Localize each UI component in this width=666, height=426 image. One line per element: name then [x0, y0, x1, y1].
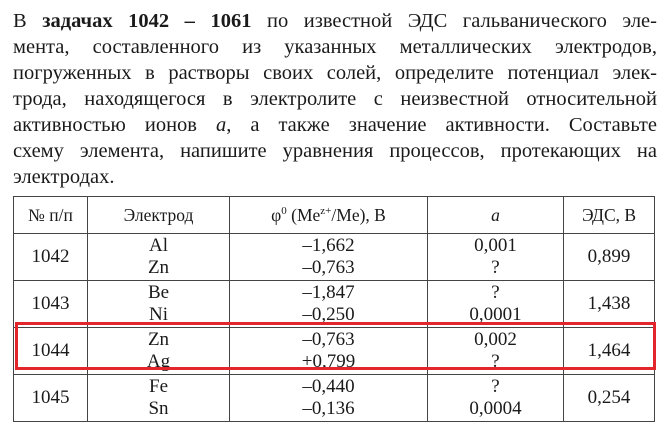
header-emf: ЭДС, В: [564, 197, 655, 234]
cell-emf: 1,464: [564, 328, 655, 375]
cell-electrode: Fe Sn: [88, 375, 230, 422]
cell-activity: ? 0,0001: [428, 281, 564, 328]
table-header-row: [14, 197, 655, 234]
header-activity: a: [428, 197, 564, 234]
header-electrode: Электрод: [88, 197, 230, 234]
table-row-highlighted: [14, 328, 655, 375]
cell-num: 1043: [14, 281, 88, 328]
cell-num: 1044: [14, 328, 88, 375]
table-row: [14, 375, 655, 422]
statement-line-7: электродах.: [13, 166, 115, 188]
header-potential: $\varphi^0$ $(Me^{z+}/Me)$, В: [230, 197, 428, 234]
task-range: задачах 1042 – 1061: [42, 10, 252, 32]
statement-line-5: активностью ионов a, а также значение активности. Составьте: [13, 114, 657, 136]
statement-line-1: В задачах 1042 – 1061 по известной ЭДС гальванического эле-: [13, 10, 657, 32]
table-row: [14, 234, 655, 281]
cell-activity: 0,002 ?: [428, 328, 564, 375]
statement-line-6: схему элемента, напишите уравнения процессов, протекающих на: [13, 140, 657, 162]
cell-potential: –0,763 +0,799: [230, 328, 428, 375]
header-num: № п/п: [14, 197, 88, 234]
statement-line-2: мента, составленного из указанных металлических электродов,: [13, 36, 657, 58]
cell-potential: –0,440 –0,136: [230, 375, 428, 422]
cell-electrode: Al Zn: [88, 234, 230, 281]
data-table: [13, 196, 655, 422]
problem-statement: [13, 8, 657, 190]
cell-num: 1042: [14, 234, 88, 281]
cell-potential: –1,847 –0,250: [230, 281, 428, 328]
cell-emf: 0,254: [564, 375, 655, 422]
cell-emf: 0,899: [564, 234, 655, 281]
cell-potential: –1,662 –0,763: [230, 234, 428, 281]
cell-num: 1045: [14, 375, 88, 422]
cell-activity: 0,001 ?: [428, 234, 564, 281]
statement-line-3: погруженных в растворы своих солей, определите потенциал элек-: [13, 62, 657, 84]
statement-line-4: трода, находящегося в электролите с неизвестной относительной: [13, 88, 657, 110]
cell-activity: ? 0,0004: [428, 375, 564, 422]
cell-electrode: Zn Ag: [88, 328, 230, 375]
table-row: [14, 281, 655, 328]
cell-electrode: Be Ni: [88, 281, 230, 328]
cell-emf: 1,438: [564, 281, 655, 328]
